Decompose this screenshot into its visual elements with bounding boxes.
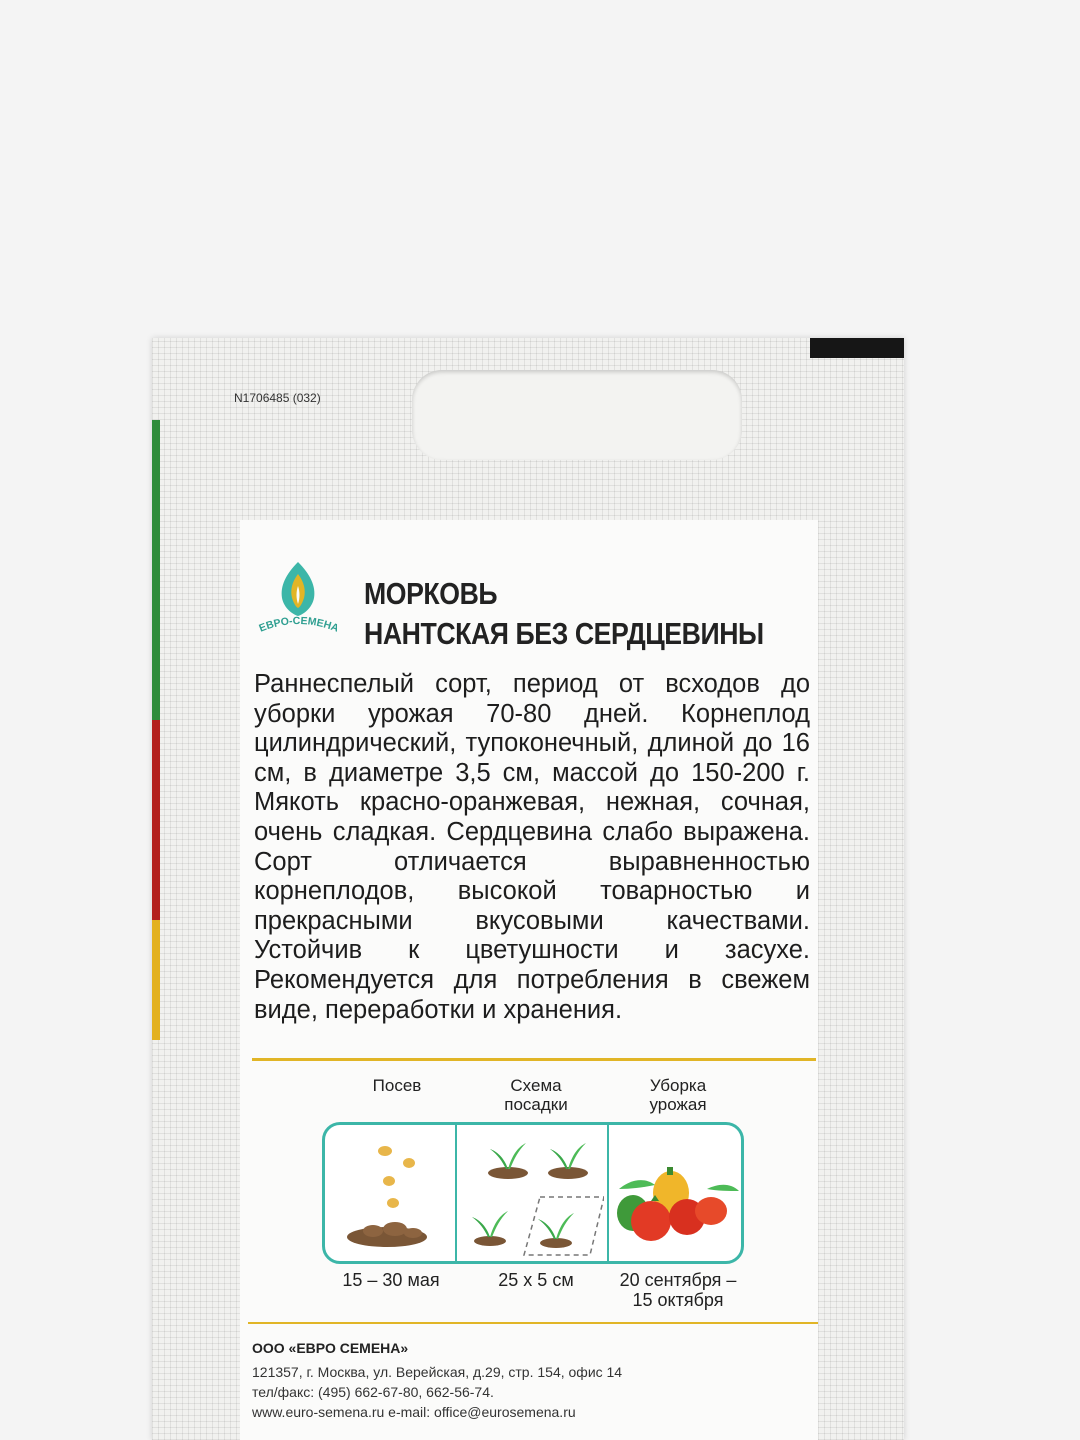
product-code: N1706485 (032)	[234, 391, 321, 405]
euro-semena-logo	[246, 556, 350, 656]
product-description: Раннеспелый сорт, период от всходов до уборки урожая 70-80 дней. Корнеплод цилиндрический, тупоконечный, длиной до 16 см, в диаметре 3,5 см, массой до 150-200 г. Мякоть красно-оранжевая, нежная, сочная, очень сладкая. Сердцевина слабо выражена. Сорт отличается выравненностью корнеплодов, высокой товарностью и прекрасными вкусовыми качествами. Устойчив к цветушности и засухе. Рекомендуется для потребления в свежем виде, переработки и хранения.	[254, 670, 810, 1024]
planting-layout-icon	[460, 1129, 604, 1259]
harvest-date-line-1: 20 сентября –	[619, 1270, 737, 1290]
layout-label-line-1: Схема	[510, 1076, 562, 1095]
packet-corner-dark	[810, 338, 904, 358]
packet-edge-stripe-green	[152, 420, 160, 720]
product-title	[364, 574, 764, 654]
harvest-date-line-2: 15 октября	[632, 1290, 724, 1310]
logo-text: ЕВРО-СЕМЕНА	[257, 614, 341, 635]
company-phone: тел/факс: (495) 662-67-80, 662-56-74.	[252, 1384, 494, 1400]
layout-label	[484, 1076, 588, 1114]
harvest-label-line-2: урожая	[649, 1095, 707, 1114]
harvest-label-line-1: Уборка	[649, 1076, 707, 1095]
company-name: ООО «ЕВРО СЕМЕНА»	[252, 1340, 409, 1356]
title-line-1: МОРКОВЬ	[364, 576, 498, 611]
layout-label-line-2: посадки	[504, 1095, 568, 1114]
seedling-1	[488, 1143, 528, 1179]
harvest-date	[604, 1270, 752, 1310]
scheme-divider-1	[455, 1125, 457, 1261]
packet-edge-stripe-yellow	[152, 920, 160, 1040]
sowing-date: 15 – 30 мая	[342, 1270, 440, 1290]
company-web: www.euro-semena.ru e-mail: office@eurosemena.ru	[252, 1404, 576, 1420]
footer-separator	[248, 1322, 818, 1324]
sowing-label: Посев	[372, 1076, 422, 1095]
title-line-2: НАНТСКАЯ БЕЗ СЕРДЦЕВИНЫ	[364, 616, 764, 651]
hang-hole	[412, 370, 742, 460]
scheme-divider-2	[607, 1125, 609, 1261]
harvest-vegetables-icon	[611, 1129, 741, 1259]
planting-scheme-box	[322, 1122, 744, 1264]
seedling-3	[472, 1211, 508, 1246]
separator-line	[252, 1058, 816, 1061]
svg-text:ЕВРО-СЕМЕНА	[257, 615, 340, 635]
sowing-seeds-icon	[333, 1133, 451, 1255]
seedling-4	[538, 1213, 574, 1248]
company-address: 121357, г. Москва, ул. Верейская, д.29, стр. 154, офис 14	[252, 1364, 623, 1380]
seedling-2	[548, 1143, 588, 1179]
packet-edge-stripe-red	[152, 720, 160, 920]
planting-spacing: 25 х 5 см	[498, 1270, 574, 1290]
harvest-label	[626, 1076, 730, 1114]
